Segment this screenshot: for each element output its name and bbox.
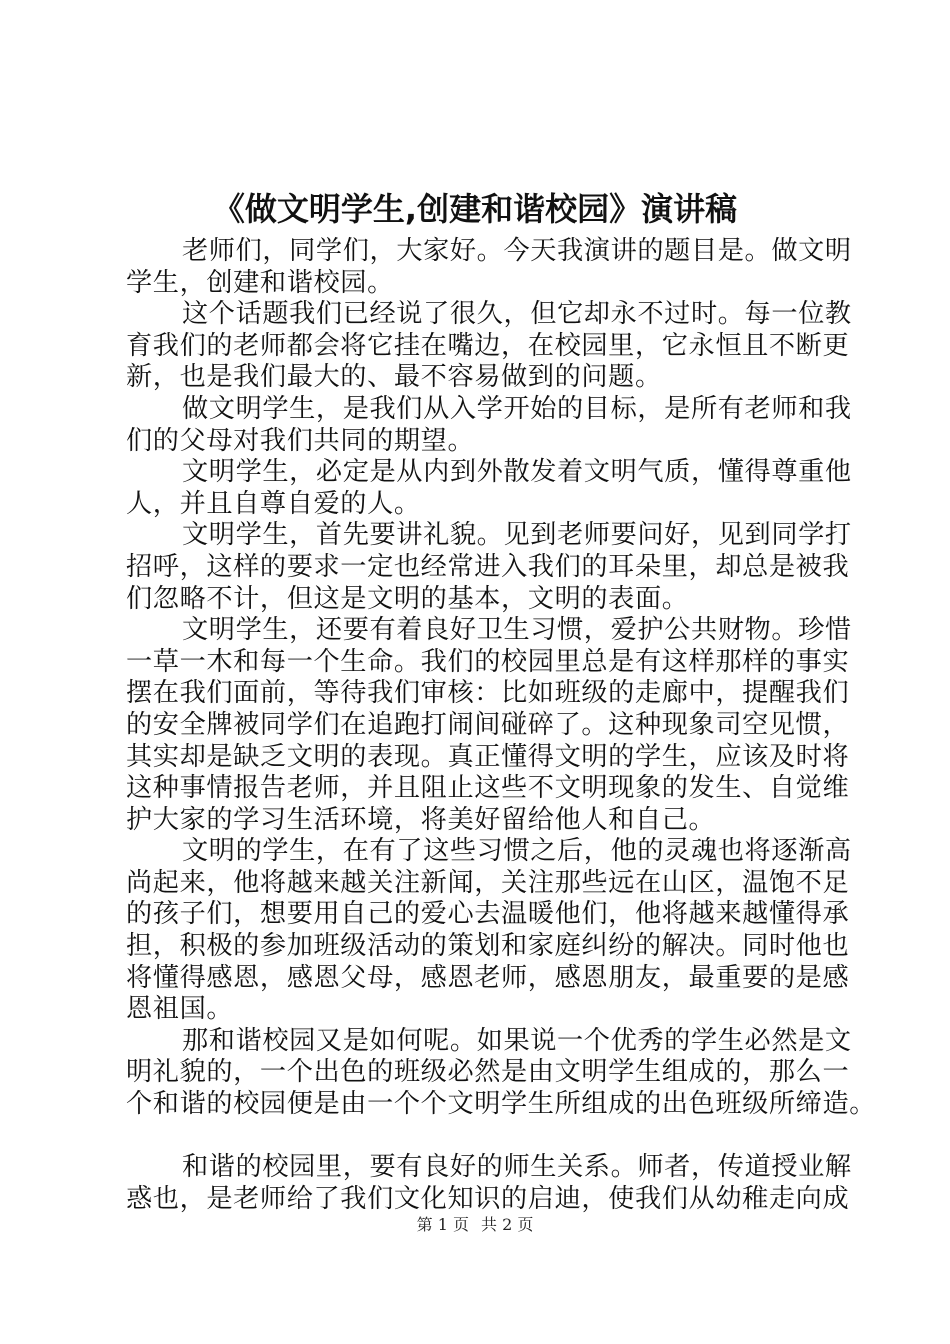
text-line: 其实却是缺乏文明的表现。真正懂得文明的学生，应该及时将 — [126, 741, 850, 772]
text-line: 那和谐校园又是如何呢。如果说一个优秀的学生必然是文 — [182, 1025, 852, 1056]
text-line: 的孩子们，想要用自己的爱心去温暖他们，他将越来越懂得承 — [126, 899, 850, 930]
text-line: 将懂得感恩，感恩父母，感恩老师，感恩朋友，最重要的是感 — [126, 962, 850, 993]
page-number: 第 1 页 — [416, 1215, 469, 1234]
page-total: 共 2 页 — [481, 1215, 534, 1234]
document-title: 《做文明学生,创建和谐校园》演讲稿 — [212, 190, 738, 228]
text-line: 们忽略不计，但这是文明的基本，文明的表面。 — [126, 583, 689, 614]
text-line: 这个话题我们已经说了很久，但它却永不过时。每一位教 — [182, 299, 852, 330]
text-line: 和谐的校园里，要有良好的师生关系。师者，传道授业解 — [182, 1152, 852, 1183]
text-line: 尚起来，他将越来越关注新闻，关注那些远在山区，温饱不足 — [126, 867, 850, 898]
text-line: 的安全牌被同学们在追跑打闹间碰碎了。这种现象司空见惯， — [126, 709, 850, 740]
text-line: 学生，创建和谐校园。 — [126, 267, 394, 298]
text-line: 护大家的学习生活环境，将美好留给他人和自己。 — [126, 804, 716, 835]
text-line: 摆在我们面前，等待我们审核：比如班级的走廊中，提醒我们 — [126, 678, 850, 709]
document-body — [126, 236, 877, 1215]
text-line: 一草一木和每一个生命。我们的校园里总是有这样那样的事实 — [126, 646, 850, 677]
text-line: 育我们的老师都会将它挂在嘴边，在校园里，它永恒且不断更 — [126, 330, 850, 361]
text-line: 做文明学生，是我们从入学开始的目标，是所有老师和我 — [182, 393, 852, 424]
text-line: 恩祖国。 — [126, 994, 234, 1025]
text-line: 担，积极的参加班级活动的策划和家庭纠纷的解决。同时他也 — [126, 931, 850, 962]
text-line: 人，并且自尊自爱的人。 — [126, 488, 421, 519]
text-line: 招呼，这样的要求一定也经常进入我们的耳朵里，却总是被我 — [126, 551, 850, 582]
text-line: 老师们，同学们，大家好。今天我演讲的题目是。做文明 — [182, 236, 852, 266]
text-line: 文明学生，还要有着良好卫生习惯，爱护公共财物。珍惜 — [182, 615, 852, 646]
text-line: 文明学生，首先要讲礼貌。见到老师要问好，见到同学打 — [182, 520, 852, 551]
text-line: 们的父母对我们共同的期望。 — [126, 425, 475, 456]
text-line: 惑也，是老师给了我们文化知识的启迪，使我们从幼稚走向成 — [126, 1183, 850, 1214]
text-line: 个和谐的校园便是由一个个文明学生所组成的出色班级所缔造。 — [126, 1089, 877, 1120]
text-line: 文明学生，必定是从内到外散发着文明气质，懂得尊重他 — [182, 457, 852, 488]
text-line: 新，也是我们最大的、最不容易做到的问题。 — [126, 362, 662, 393]
page-footer — [0, 1214, 950, 1236]
text-line: 这种事情报告老师，并且阻止这些不文明现象的发生、自觉维 — [126, 773, 850, 804]
text-line: 文明的学生，在有了这些习惯之后，他的灵魂也将逐渐高 — [182, 836, 852, 867]
text-line: 明礼貌的，一个出色的班级必然是由文明学生组成的，那么一 — [126, 1057, 850, 1088]
blank-line — [126, 1121, 836, 1153]
